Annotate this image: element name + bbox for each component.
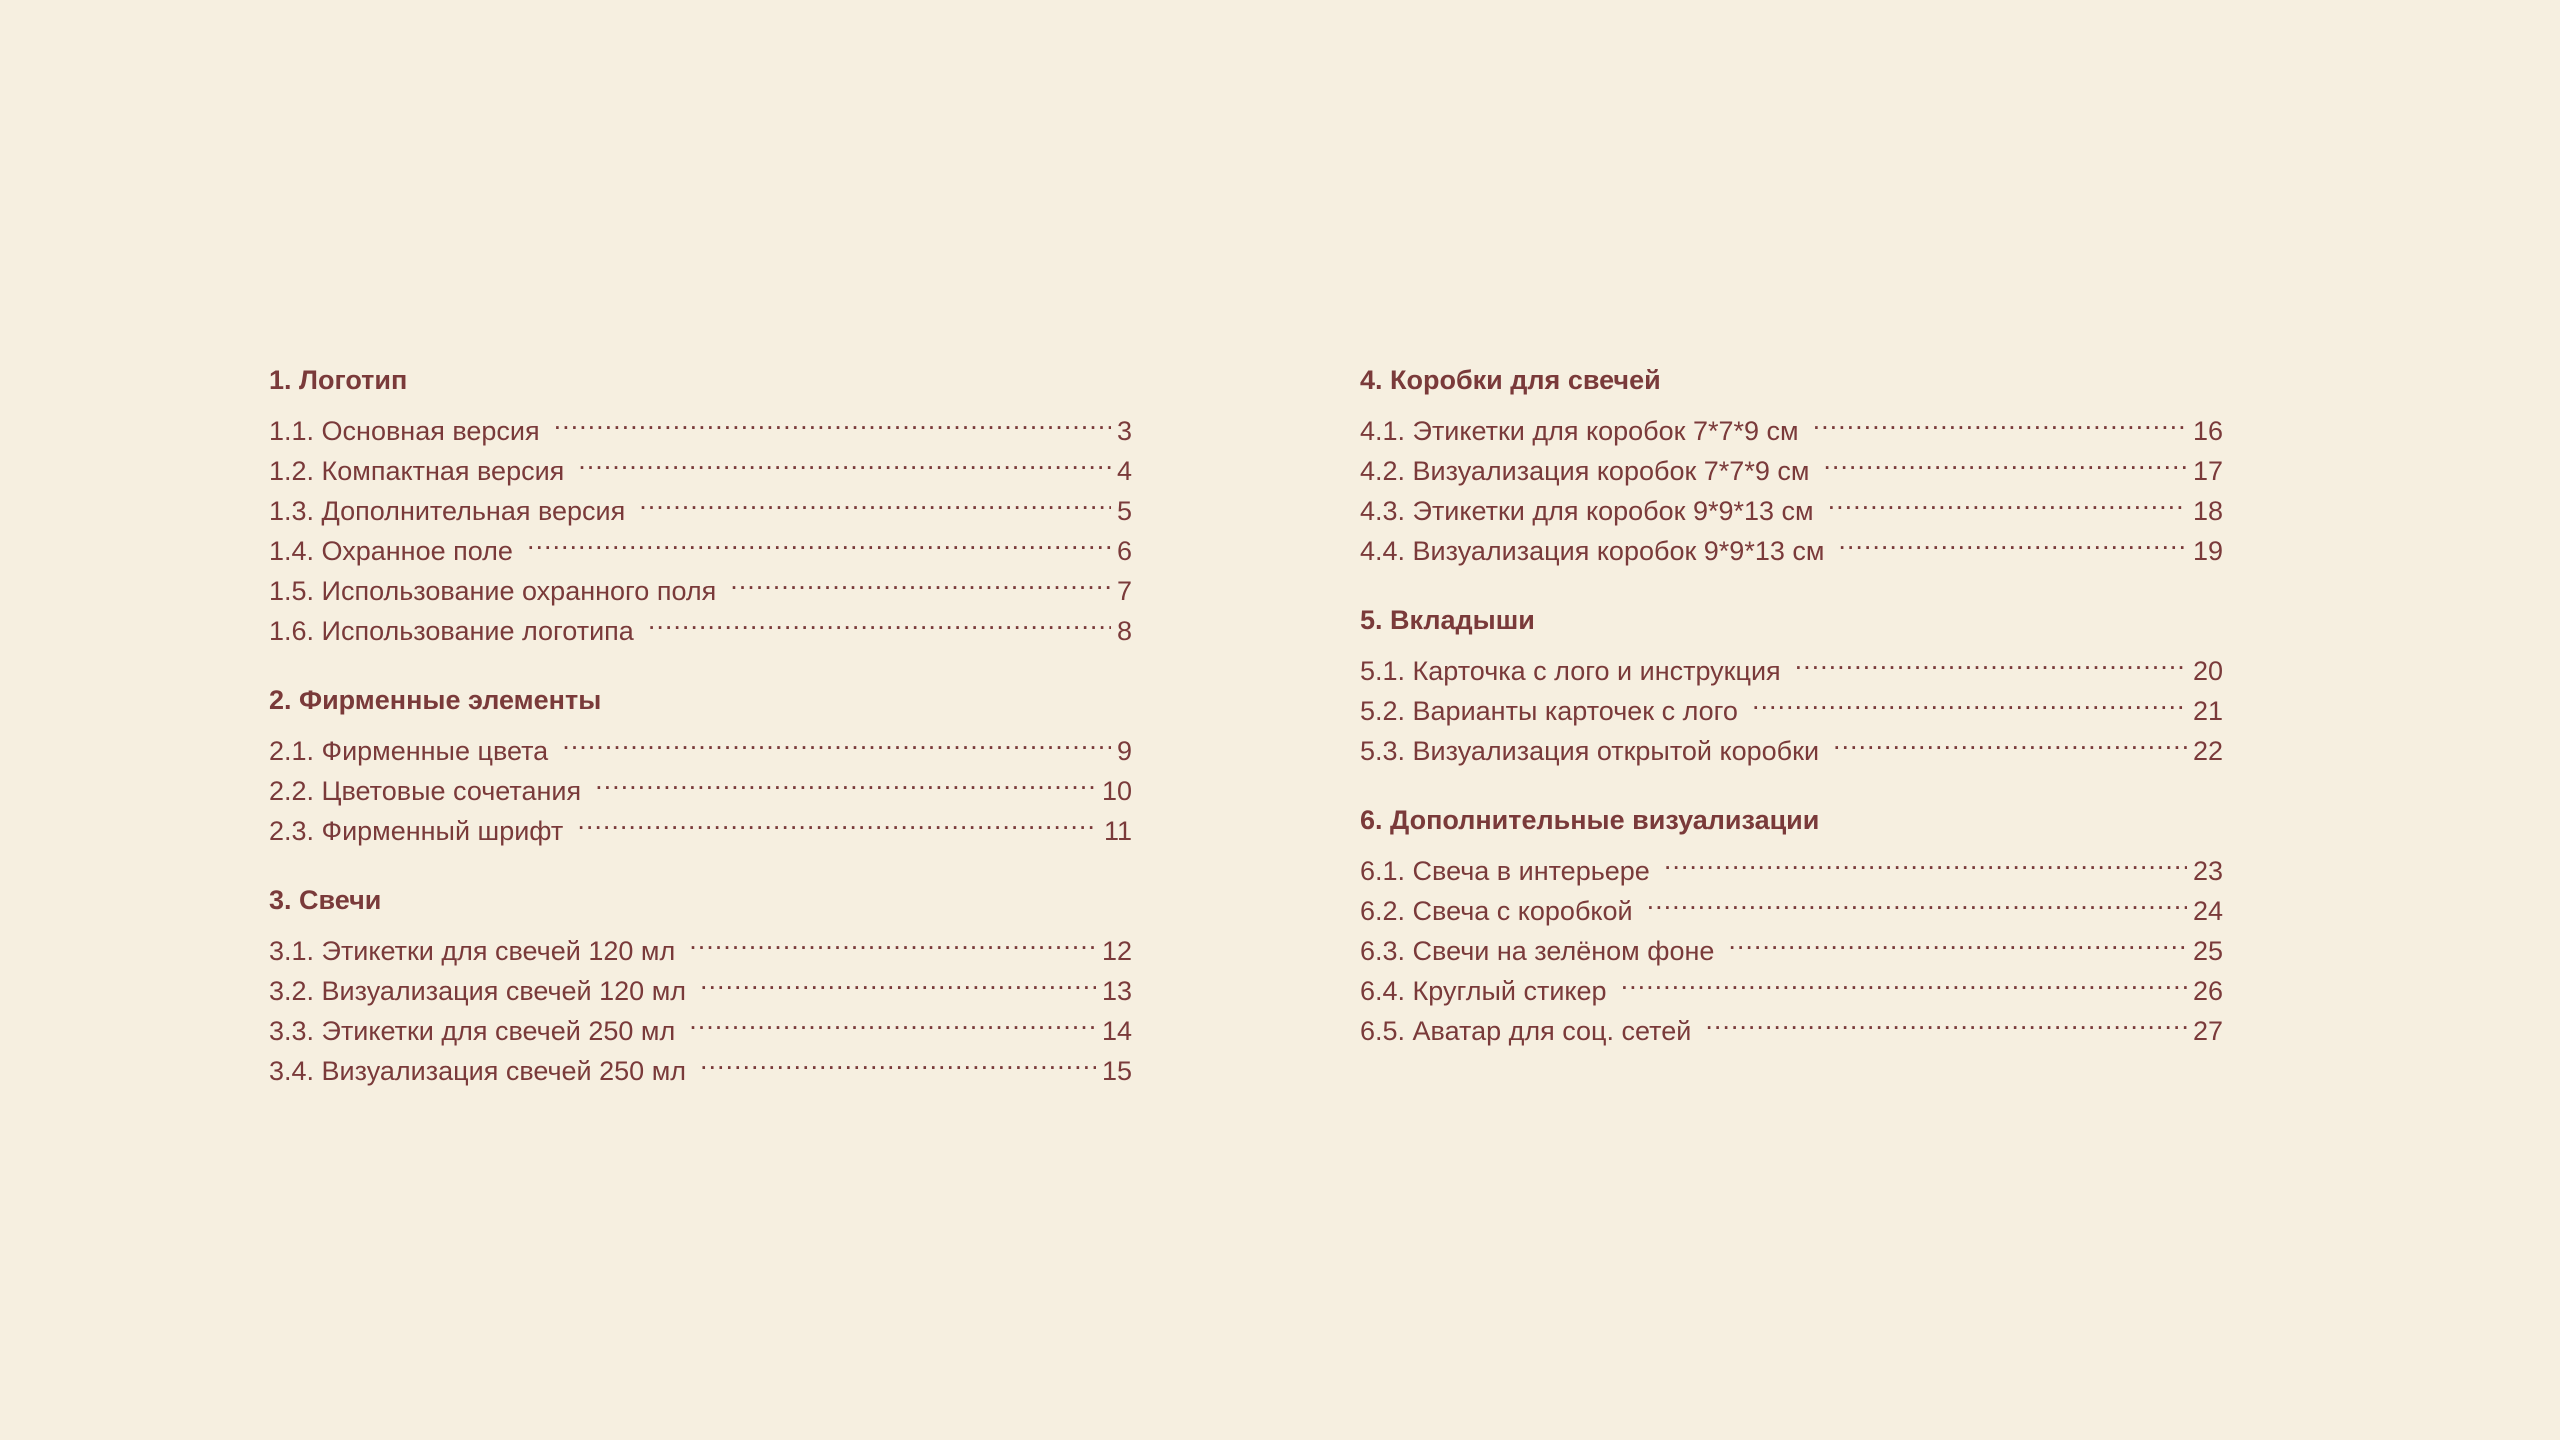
entry-label: 5.3. Визуализация открытой коробки — [1360, 736, 1820, 766]
entry-label: 2.1. Фирменные цвета — [269, 736, 549, 766]
dot-leader — [639, 480, 1111, 520]
toc-entry[interactable] — [269, 920, 1132, 966]
entry-label: 4.4. Визуализация коробок 9*9*13 см — [1360, 536, 1825, 566]
entry-label: 4.2. Визуализация коробок 7*7*9 см — [1360, 456, 1810, 486]
dot-leader — [595, 760, 1096, 800]
dot-leader — [1823, 440, 2187, 480]
entry-page-number: 23 — [2192, 856, 2223, 886]
entry-label: 6.3. Свечи на зелёном фоне — [1360, 936, 1715, 966]
toc-section-candle-boxes — [1360, 360, 2223, 566]
dot-leader — [730, 560, 1111, 600]
entry-page-number: 13 — [1101, 976, 1132, 1006]
dot-leader — [1664, 840, 2187, 880]
toc-entry[interactable] — [1360, 640, 2223, 686]
dot-leader — [1838, 520, 2187, 560]
toc-right-column — [1360, 360, 2223, 1080]
toc-section-brand-elements — [269, 680, 1132, 846]
toc-section-candles — [269, 880, 1132, 1086]
entry-label: 3.1. Этикетки для свечей 120 мл — [269, 936, 676, 966]
entry-page-number: 20 — [2192, 656, 2223, 686]
entry-label: 6.4. Круглый стикер — [1360, 976, 1607, 1006]
entry-page-number: 25 — [2192, 936, 2223, 966]
dot-leader — [689, 920, 1096, 960]
entry-page-number: 16 — [2192, 416, 2223, 446]
entry-page-number: 15 — [1101, 1056, 1132, 1086]
dot-leader — [1813, 400, 2187, 440]
entry-page-number: 22 — [2192, 736, 2223, 766]
dot-leader — [1752, 680, 2187, 720]
entry-label: 2.3. Фирменный шрифт — [269, 816, 564, 846]
entry-label: 4.3. Этикетки для коробок 9*9*13 см — [1360, 496, 1814, 526]
dot-leader — [577, 800, 1098, 840]
entry-page-number: 7 — [1116, 576, 1132, 606]
entry-page-number: 19 — [2192, 536, 2223, 566]
dot-leader — [1728, 920, 2187, 960]
entry-label: 6.5. Аватар для соц. сетей — [1360, 1016, 1692, 1046]
entry-label: 5.1. Карточка с лого и инструкция — [1360, 656, 1781, 686]
entry-page-number: 17 — [2192, 456, 2223, 486]
entry-page-number: 3 — [1116, 416, 1132, 446]
entry-page-number: 9 — [1116, 736, 1132, 766]
entry-label: 1.3. Дополнительная версия — [269, 496, 626, 526]
entry-page-number: 5 — [1116, 496, 1132, 526]
entry-page-number: 18 — [2192, 496, 2223, 526]
entry-page-number: 4 — [1116, 456, 1132, 486]
section-title: 4. Коробки для свечей — [1360, 365, 1661, 395]
entry-label: 2.2. Цветовые сочетания — [269, 776, 582, 806]
section-title: 2. Фирменные элементы — [269, 685, 602, 715]
entry-label: 6.1. Свеча в интерьере — [1360, 856, 1650, 886]
dot-leader — [700, 960, 1096, 1000]
toc-entry[interactable] — [1360, 840, 2223, 886]
entry-page-number: 12 — [1101, 936, 1132, 966]
entry-label: 6.2. Свеча с коробкой — [1360, 896, 1633, 926]
section-title: 5. Вкладыши — [1360, 605, 1535, 635]
toc-section-logo — [269, 360, 1132, 646]
dot-leader — [1828, 480, 2187, 520]
entry-page-number: 21 — [2192, 696, 2223, 726]
toc-entry[interactable] — [1360, 400, 2223, 446]
entry-page-number: 26 — [2192, 976, 2223, 1006]
dot-leader — [562, 720, 1111, 760]
toc-section-inserts — [1360, 600, 2223, 766]
entry-page-number: 24 — [2192, 896, 2223, 926]
entry-label: 1.4. Охранное поле — [269, 536, 513, 566]
section-title: 3. Свечи — [269, 885, 382, 915]
toc-left-column — [269, 360, 1132, 1120]
entry-page-number: 6 — [1116, 536, 1132, 566]
entry-label: 4.1. Этикетки для коробок 7*7*9 см — [1360, 416, 1799, 446]
entry-page-number: 11 — [1103, 816, 1132, 846]
dot-leader — [648, 600, 1111, 640]
entry-label: 3.2. Визуализация свечей 120 мл — [269, 976, 687, 1006]
entry-label: 3.3. Этикетки для свечей 250 мл — [269, 1016, 676, 1046]
dot-leader — [1795, 640, 2187, 680]
dot-leader — [527, 520, 1111, 560]
entry-page-number: 8 — [1116, 616, 1132, 646]
section-title: 6. Дополнительные визуализации — [1360, 805, 1820, 835]
toc-entry[interactable] — [269, 720, 1132, 766]
entry-label: 1.6. Использование логотипа — [269, 616, 634, 646]
entry-label: 1.1. Основная версия — [269, 416, 540, 446]
toc-entry[interactable] — [269, 400, 1132, 446]
dot-leader — [1647, 880, 2187, 920]
dot-leader — [1833, 720, 2187, 760]
section-title: 1. Логотип — [269, 365, 408, 395]
entry-page-number: 27 — [2192, 1016, 2223, 1046]
entry-label: 5.2. Варианты карточек с лого — [1360, 696, 1738, 726]
dot-leader — [554, 400, 1111, 440]
dot-leader — [578, 440, 1111, 480]
toc-section-extra-visuals — [1360, 800, 2223, 1046]
entry-page-number: 14 — [1101, 1016, 1132, 1046]
entry-label: 1.5. Использование охранного поля — [269, 576, 717, 606]
entry-label: 1.2. Компактная версия — [269, 456, 565, 486]
dot-leader — [1621, 960, 2187, 1000]
dot-leader — [700, 1040, 1096, 1080]
entry-label: 3.4. Визуализация свечей 250 мл — [269, 1056, 687, 1086]
dot-leader — [689, 1000, 1096, 1040]
entry-page-number: 10 — [1101, 776, 1132, 806]
dot-leader — [1705, 1000, 2187, 1040]
